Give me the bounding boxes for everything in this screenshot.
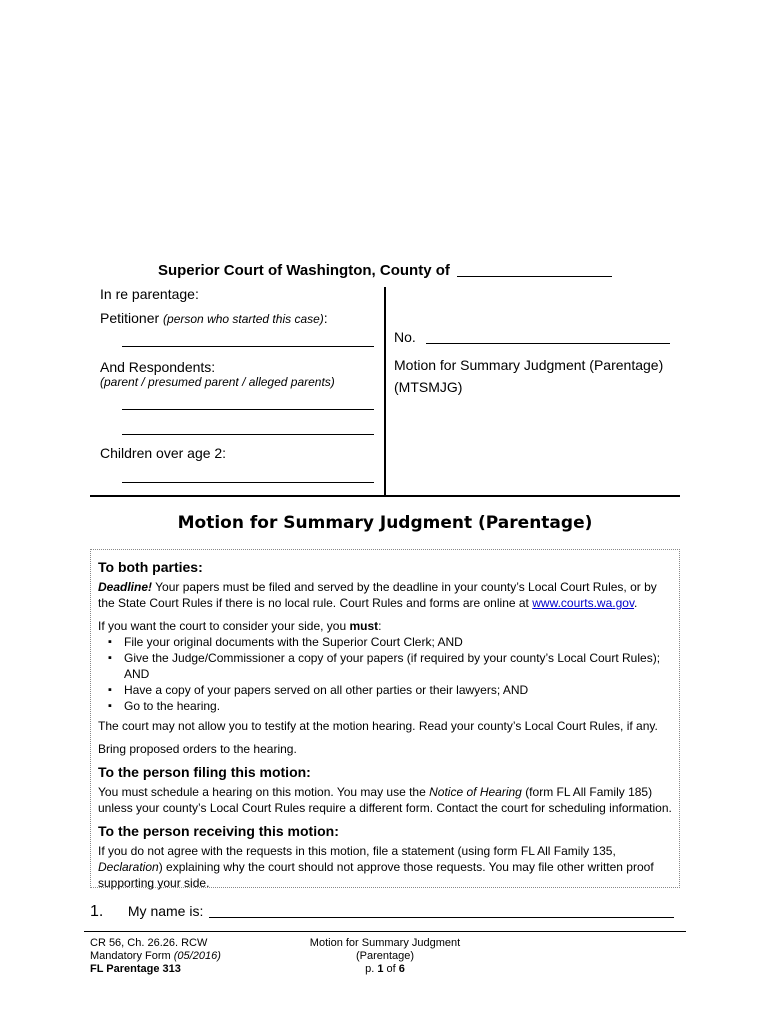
list-item: ▪ File your original documents with the Superior Court Clerk; AND [124,634,674,650]
footer-title-2: (Parentage) [355,950,415,962]
filing-post: (form FL All Family 185) unless your county’s Local Court Rules require a different form. Contact the court for scheduling information. [98,785,672,815]
footer-statute: CR 56, Ch. 26.26. RCW [90,937,208,949]
consider-must: must [349,619,379,633]
page-prefix: p. [365,963,375,975]
deadline-text: Your papers must be filed and served by the deadline in your county’s Local Court Rules, or by the State Court Rules if there is no local rule. Court Rules and forms are online at [98,580,657,610]
consider-paragraph [98,618,674,634]
requirements-list [98,634,674,714]
respondents-label: And Respondents: [100,359,216,375]
list-item: ▪ Have a copy of your papers served on all other parties or their lawyers; AND [124,682,674,698]
footer-left [90,937,221,976]
name-blank[interactable] [209,917,674,918]
deadline-paragraph [98,579,674,611]
petitioner-colon: : [323,310,328,326]
caption-divider [384,287,386,496]
bring-orders-paragraph: Bring proposed orders to the hearing. [98,742,297,756]
filing-paragraph [98,784,674,816]
filing-italic: Notice of Hearing [429,785,522,799]
filing-heading: To the person filing this motion: [98,764,311,780]
section-number: 1. [90,903,104,920]
page-total: 6 [398,963,405,975]
respondent-blank-1[interactable] [122,409,374,410]
receiving-pre: If you do not agree with the requests in this motion, file a statement (using form FL All Family 135, [98,844,616,858]
children-label: Children over age 2: [100,445,227,461]
case-number-blank[interactable] [426,343,670,344]
document-title: Motion for Summary Judgment (Parentage) [177,513,593,533]
court-title [0,262,770,279]
in-re-label: In re parentage: [100,286,199,302]
court-title-text: Superior Court of Washington, County of [157,262,450,279]
deadline-label: Deadline! [98,580,153,594]
receiving-heading: To the person receiving this motion: [98,823,339,839]
footer-rule [84,931,686,932]
courts-link[interactable]: www.courts.wa.gov [532,596,635,610]
case-number-row [394,329,684,345]
notice-box [90,549,680,888]
consider-post: : [378,619,382,633]
receiving-paragraph [98,843,674,891]
list-item: ▪ Go to the hearing. [124,698,674,714]
consider-pre: If you want the court to consider your side, you [98,619,347,633]
testify-paragraph: The court may not allow you to testify at the motion hearing. Read your county’s Local Court Rules, if any. [98,719,658,733]
list-item: ▪ Give the Judge/Commissioner a copy of your papers (if required by your county’s Local Court Rules); AND [124,650,674,682]
footer-middle [290,937,480,976]
both-parties-heading: To both parties: [98,559,203,575]
respondent-blank-2[interactable] [122,434,374,435]
section-1 [90,903,680,921]
petitioner-hint: (person who started this case) [163,312,324,326]
caption-motion-code: (MTSMJG) [394,379,463,395]
link-after: . [634,596,638,610]
receiving-italic: Declaration [98,860,159,874]
case-number-label: No. [394,329,416,345]
page-of: of [386,963,396,975]
footer-mandatory [90,950,221,963]
petitioner-row [100,310,375,326]
caption-right [394,286,684,395]
caption-motion-title: Motion for Summary Judgment (Parentage) [394,357,664,373]
footer-title-1: Motion for Summary Judgment [309,937,461,949]
receiving-post: ) explaining why the court should not approve those requests. You may file other written proof supporting your side. [98,860,654,890]
petitioner-blank[interactable] [122,346,374,347]
caption-left [100,286,375,483]
filing-pre: You must schedule a hearing on this motion. You may use the [98,785,426,799]
footer-form-id: FL Parentage 313 [90,963,181,975]
page-indicator [290,963,480,976]
petitioner-label: Petitioner [100,310,160,326]
children-blank[interactable] [122,482,374,483]
respondents-hint: (parent / presumed parent / alleged parents) [100,375,335,389]
county-blank[interactable] [457,262,612,277]
caption-bottom-rule [90,495,680,497]
footer-mandatory-label: Mandatory Form [90,950,171,962]
footer-form-date: (05/2016) [173,950,221,962]
page-number: 1 [377,963,384,975]
name-label: My name is: [127,903,204,919]
